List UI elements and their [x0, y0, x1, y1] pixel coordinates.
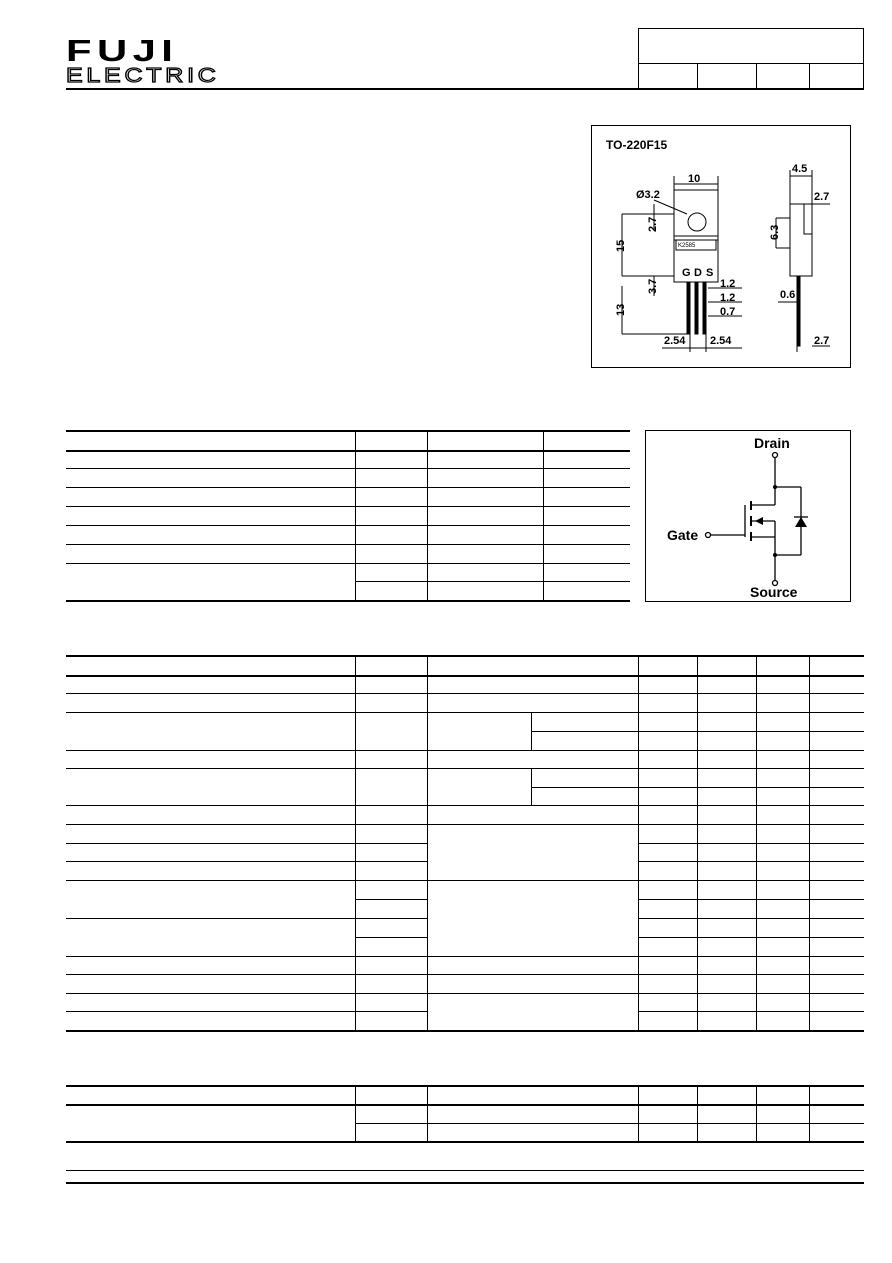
- footer-rule-1: [66, 1170, 864, 1171]
- dim-tab-h: 6.3: [769, 224, 781, 240]
- pin-d: D: [694, 267, 702, 279]
- schematic-box: [645, 430, 851, 602]
- dim-lead-thk: 0.7: [720, 306, 736, 318]
- header-box-col2: [756, 63, 757, 89]
- dim-pitch-left: 2.54: [664, 335, 686, 347]
- fuji-electric-logo: [66, 34, 248, 86]
- logo-electric: ELECTRIC: [66, 64, 220, 86]
- package-name: TO-220F15: [606, 138, 668, 152]
- package-outline-box: [591, 125, 851, 368]
- header-box: [638, 28, 864, 90]
- dim-lead-len: 13: [615, 303, 627, 316]
- dim-pitch-right: 2.54: [710, 335, 732, 347]
- dim-lead-gap: 3.7: [647, 278, 659, 294]
- dim-side-bottom: 2.7: [814, 335, 830, 347]
- dim-lead-w2: 1.2: [720, 292, 736, 304]
- package-drawing: [592, 126, 850, 367]
- logo-graphic: [66, 34, 248, 86]
- dim-tab-thk: 2.7: [814, 191, 830, 203]
- dim-lead-side: 0.6: [780, 289, 796, 301]
- header-box-col3: [809, 63, 810, 89]
- footer-rule-2: [66, 1182, 864, 1184]
- gate-label: Gate: [667, 527, 699, 543]
- header-box-divider: [638, 63, 864, 64]
- pin-g: G: [682, 267, 691, 279]
- header-rule: [66, 88, 864, 90]
- device-marking: K2585: [678, 243, 696, 249]
- pin-s: S: [706, 267, 714, 279]
- dim-hole-offset: 2.7: [647, 216, 659, 232]
- header-box-col1: [697, 63, 698, 89]
- drain-label: Drain: [754, 435, 790, 451]
- dim-hole: Ø3.2: [636, 189, 660, 201]
- dim-width: 10: [688, 173, 701, 185]
- logo-fuji: FUJI: [66, 34, 179, 68]
- dim-body-height: 15: [615, 239, 627, 252]
- dim-lead-w1: 1.2: [720, 278, 736, 290]
- source-label: Source: [750, 584, 798, 600]
- mosfet-symbol: [646, 431, 850, 601]
- dim-side-width: 4.5: [792, 163, 808, 175]
